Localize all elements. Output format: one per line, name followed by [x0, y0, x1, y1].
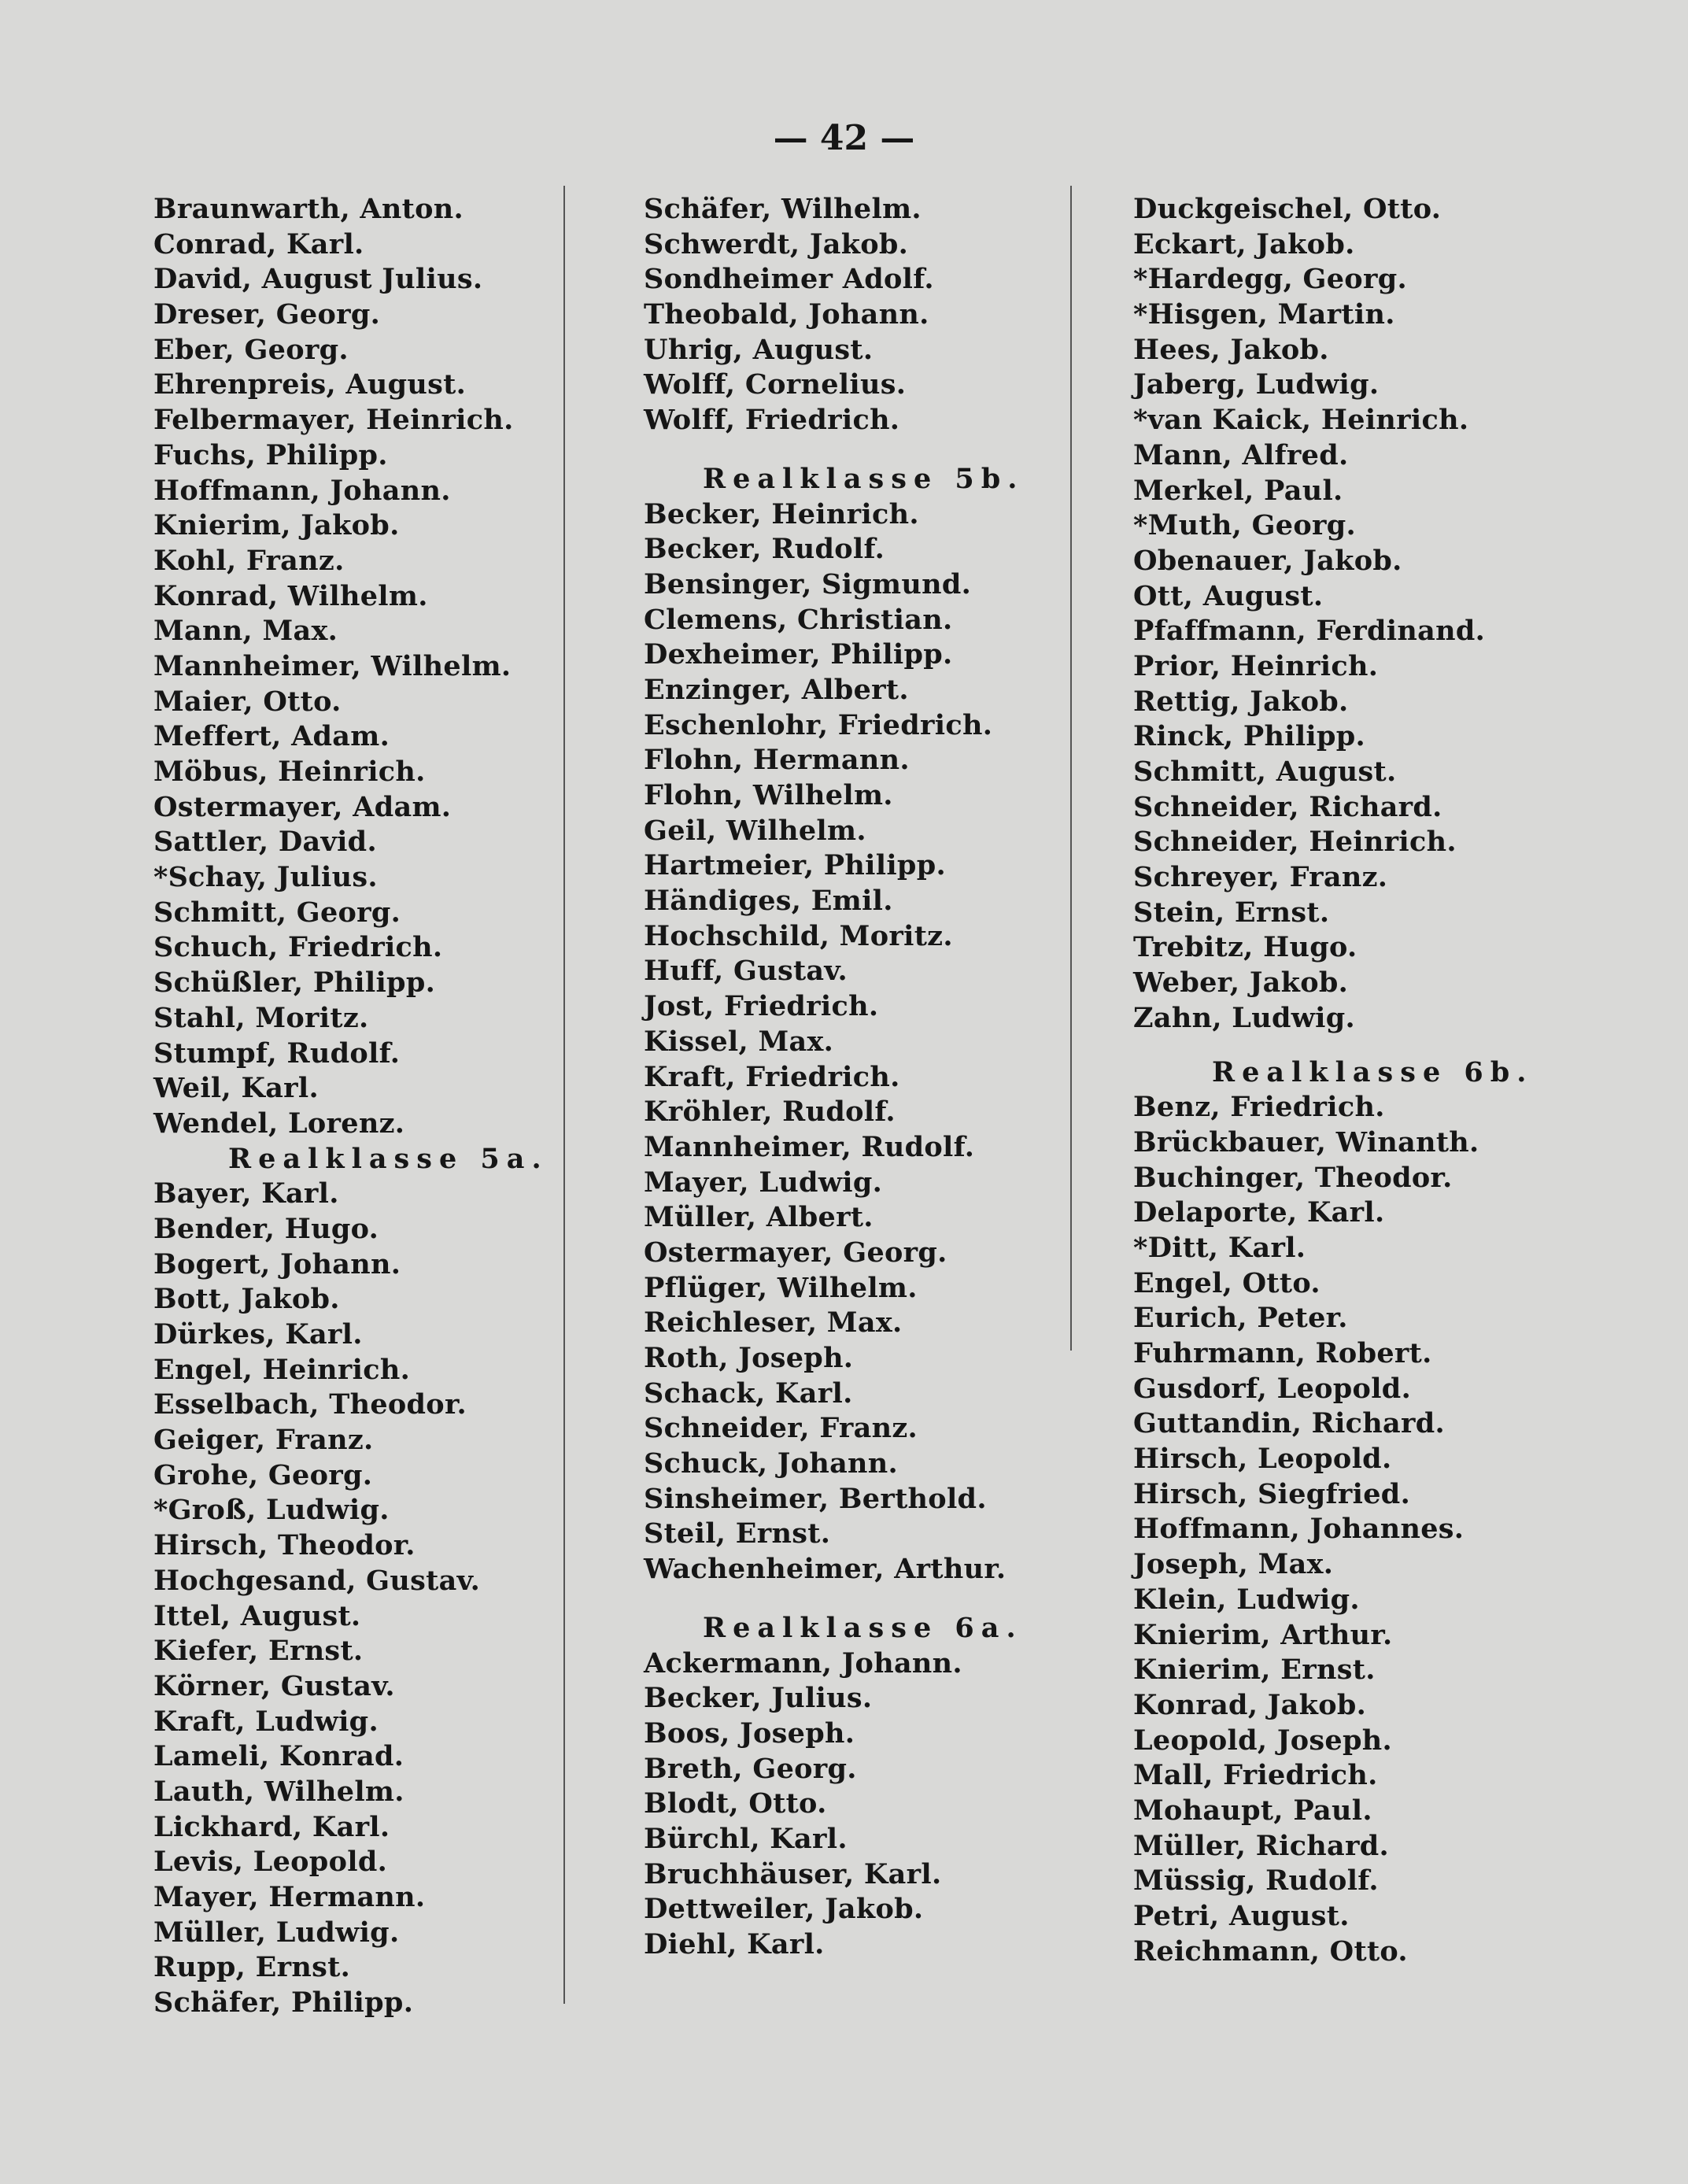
name-entry: Hees, Jakob.: [1133, 333, 1329, 366]
name-entry: *Groß, Ludwig.: [153, 1494, 390, 1527]
name-entry: Ostermayer, Adam.: [153, 790, 452, 823]
name-entry: Benz, Friedrich.: [1133, 1091, 1385, 1124]
name-entry: Enzinger, Albert.: [644, 673, 909, 706]
name-entry: Ehrenpreis, August.: [153, 368, 467, 401]
name-entry: Esselbach, Theodor.: [153, 1388, 467, 1421]
name-entry: Hochschild, Moritz.: [644, 919, 953, 952]
name-entry: Joseph, Max.: [1133, 1548, 1334, 1581]
name-entry: Wachenheimer, Arthur.: [644, 1553, 1007, 1586]
name-entry: Dexheimer, Philipp.: [644, 638, 953, 671]
name-entry: Petri, August.: [1133, 1900, 1350, 1932]
name-entry: Rupp, Ernst.: [153, 1951, 351, 1984]
name-entry: Bruchhäuser, Karl.: [644, 1857, 942, 1890]
name-entry: Schmitt, Georg.: [153, 896, 401, 929]
name-entry: Klein, Ludwig.: [1133, 1583, 1360, 1616]
column-divider: [1070, 186, 1072, 1351]
name-entry: Reichmann, Otto.: [1133, 1935, 1408, 1968]
name-entry: Brückbauer, Winanth.: [1133, 1125, 1479, 1159]
name-entry: Huff, Gustav.: [644, 955, 848, 988]
name-column-2: [644, 183, 1053, 1963]
name-entry: Becker, Heinrich.: [644, 497, 919, 530]
name-entry: Mannheimer, Rudolf.: [644, 1130, 975, 1163]
name-entry: Clemens, Christian.: [644, 603, 953, 636]
name-entry: Roth, Joseph.: [644, 1342, 854, 1374]
spacer: [644, 183, 1053, 192]
name-entry: Wolff, Cornelius.: [644, 368, 907, 401]
name-entry: Bensinger, Sigmund.: [644, 567, 972, 601]
name-entry: Schmitt, August.: [1133, 756, 1397, 788]
name-entry: Knierim, Ernst.: [1133, 1654, 1376, 1687]
name-entry: Ott, August.: [1133, 579, 1324, 612]
name-entry: Bogert, Johann.: [153, 1247, 401, 1280]
name-entry: Dreser, Georg.: [153, 298, 381, 331]
name-entry: Schuck, Johann.: [644, 1447, 899, 1480]
name-entry: Hoffmann, Johannes.: [1133, 1513, 1465, 1546]
name-entry: Weil, Karl.: [153, 1072, 320, 1105]
name-entry: *Hisgen, Martin.: [1133, 298, 1395, 331]
name-entry: Stumpf, Rudolf.: [153, 1037, 401, 1070]
spacer: [644, 1587, 1053, 1611]
name-entry: Eurich, Peter.: [1133, 1302, 1348, 1335]
name-entry: Sinsheimer, Berthold.: [644, 1482, 987, 1515]
name-entry: Felbermayer, Heinrich.: [153, 404, 514, 437]
name-entry: Hoffmann, Johann.: [153, 474, 451, 507]
class-heading: Realklasse 5b.: [703, 462, 1025, 495]
name-entry: Schäfer, Philipp.: [153, 1986, 414, 2020]
name-entry: Schneider, Heinrich.: [1133, 826, 1457, 859]
name-entry: Braunwarth, Anton.: [153, 193, 464, 225]
class-heading: Realklasse 5a.: [228, 1142, 549, 1175]
name-entry: Eschenlohr, Friedrich.: [644, 708, 993, 741]
name-list: [153, 192, 555, 1142]
name-entry: Hochgesand, Gustav.: [153, 1564, 481, 1597]
name-entry: Mann, Alfred.: [1133, 438, 1349, 471]
name-entry: Bott, Jakob.: [153, 1283, 340, 1316]
name-list: [644, 192, 1053, 438]
name-entry: Jaberg, Ludwig.: [1133, 368, 1380, 401]
name-entry: Ostermayer, Georg.: [644, 1236, 947, 1269]
name-entry: Mayer, Ludwig.: [644, 1166, 883, 1199]
name-entry: Rettig, Jakob.: [1133, 685, 1349, 718]
name-list: [153, 1177, 555, 2021]
name-entry: Mall, Friedrich.: [1133, 1759, 1378, 1792]
name-entry: Eber, Georg.: [153, 333, 349, 366]
name-entry: Knierim, Arthur.: [1133, 1618, 1393, 1651]
name-entry: Fuhrmann, Robert.: [1133, 1337, 1432, 1369]
name-entry: Reichleser, Max.: [644, 1306, 903, 1340]
name-entry: Guttandin, Richard.: [1133, 1407, 1445, 1440]
spacer: [153, 183, 555, 192]
name-entry: Müller, Albert.: [644, 1201, 874, 1234]
name-entry: Engel, Heinrich.: [153, 1353, 411, 1386]
name-entry: Konrad, Wilhelm.: [153, 579, 428, 612]
name-entry: Becker, Rudolf.: [644, 533, 885, 566]
name-entry: Zahn, Ludwig.: [1133, 1001, 1356, 1034]
name-entry: Weber, Jakob.: [1133, 966, 1349, 1000]
name-entry: Dettweiler, Jakob.: [644, 1893, 924, 1926]
name-entry: Boos, Joseph.: [644, 1717, 855, 1750]
class-heading: Realklasse 6a.: [703, 1611, 1023, 1644]
name-entry: Hirsch, Theodor.: [153, 1529, 416, 1562]
name-entry: Ittel, August.: [153, 1599, 361, 1632]
name-list: [644, 1646, 1053, 1963]
name-entry: *Hardegg, Georg.: [1133, 263, 1407, 296]
name-entry: Conrad, Karl.: [153, 227, 364, 261]
name-entry: Steil, Ernst.: [644, 1517, 831, 1550]
column-divider: [563, 186, 565, 2004]
page-number: — 42 —: [773, 118, 915, 158]
name-entry: Lickhard, Karl.: [153, 1810, 390, 1843]
name-entry: Flohn, Wilhelm.: [644, 779, 893, 811]
name-entry: Blodt, Otto.: [644, 1787, 827, 1820]
name-entry: Schüßler, Philipp.: [153, 966, 436, 1000]
name-column-3: [1133, 183, 1605, 1969]
name-entry: Prior, Heinrich.: [1133, 649, 1379, 682]
name-entry: Trebitz, Hugo.: [1133, 931, 1357, 964]
name-entry: Breth, Georg.: [644, 1752, 857, 1785]
name-entry: Rinck, Philipp.: [1133, 720, 1366, 753]
name-entry: Diehl, Karl.: [644, 1928, 825, 1960]
name-entry: Müssig, Rudolf.: [1133, 1864, 1379, 1898]
name-entry: Kraft, Friedrich.: [644, 1060, 900, 1093]
name-entry: David, August Julius.: [153, 263, 483, 296]
name-entry: Stein, Ernst.: [1133, 896, 1330, 929]
name-entry: Wendel, Lorenz.: [153, 1107, 405, 1140]
spacer: [644, 438, 1053, 462]
name-entry: Bender, Hugo.: [153, 1212, 379, 1245]
name-entry: Hirsch, Leopold.: [1133, 1443, 1392, 1476]
name-list: [1133, 192, 1605, 1037]
name-entry: Hartmeier, Philipp.: [644, 849, 946, 882]
name-entry: *Ditt, Karl.: [1133, 1231, 1306, 1264]
name-entry: Dürkes, Karl.: [153, 1318, 363, 1351]
name-entry: Ackermann, Johann.: [644, 1646, 962, 1680]
name-entry: Bürchl, Karl.: [644, 1822, 848, 1855]
name-entry: *van Kaick, Heinrich.: [1133, 404, 1469, 437]
name-entry: Obenauer, Jakob.: [1133, 544, 1402, 577]
name-entry: Knierim, Jakob.: [153, 509, 400, 542]
name-entry: Jost, Friedrich.: [644, 990, 879, 1023]
name-entry: Schneider, Franz.: [644, 1412, 918, 1445]
name-entry: Kröhler, Rudolf.: [644, 1096, 896, 1129]
name-entry: Möbus, Heinrich.: [153, 756, 426, 788]
name-entry: Händiges, Emil.: [644, 885, 893, 918]
name-entry: Schäfer, Wilhelm.: [644, 193, 922, 225]
name-column-1: [153, 183, 555, 2021]
name-entry: Schneider, Richard.: [1133, 790, 1442, 823]
name-entry: Pfaffmann, Ferdinand.: [1133, 615, 1486, 648]
name-entry: Lameli, Konrad.: [153, 1740, 404, 1773]
name-entry: Kiefer, Ernst.: [153, 1635, 364, 1668]
name-entry: Hirsch, Siegfried.: [1133, 1477, 1411, 1510]
name-entry: Schack, Karl.: [644, 1377, 853, 1410]
name-entry: Leopold, Joseph.: [1133, 1724, 1392, 1757]
class-heading: Realklasse 6b.: [1212, 1055, 1534, 1088]
name-entry: Theobald, Johann.: [644, 298, 929, 331]
name-entry: Wolff, Friedrich.: [644, 404, 900, 437]
name-entry: Mohaupt, Paul.: [1133, 1794, 1372, 1827]
name-entry: *Schay, Julius.: [153, 861, 378, 894]
name-entry: Geil, Wilhelm.: [644, 814, 866, 847]
name-entry: Stahl, Moritz.: [153, 1001, 369, 1034]
name-entry: Uhrig, August.: [644, 333, 874, 366]
name-list: [1133, 1090, 1605, 1969]
name-entry: Flohn, Hermann.: [644, 744, 910, 777]
name-entry: Mannheimer, Wilhelm.: [153, 649, 512, 682]
name-entry: Pflüger, Wilhelm.: [644, 1271, 918, 1304]
name-entry: Gusdorf, Leopold.: [1133, 1372, 1412, 1405]
name-entry: Mann, Max.: [153, 615, 338, 648]
spacer: [1133, 1037, 1605, 1055]
name-entry: Mayer, Hermann.: [153, 1881, 426, 1913]
spacer: [1133, 183, 1605, 192]
name-entry: Bayer, Karl.: [153, 1177, 339, 1210]
name-entry: Merkel, Paul.: [1133, 474, 1343, 507]
name-entry: Fuchs, Philipp.: [153, 438, 388, 471]
name-entry: Körner, Gustav.: [153, 1669, 395, 1702]
name-entry: Müller, Richard.: [1133, 1829, 1390, 1862]
name-entry: Schwerdt, Jakob.: [644, 227, 909, 261]
name-entry: Kohl, Franz.: [153, 544, 345, 577]
name-entry: Buchinger, Theodor.: [1133, 1161, 1453, 1194]
name-entry: Maier, Otto.: [153, 685, 342, 718]
name-entry: Engel, Otto.: [1133, 1266, 1320, 1299]
name-entry: Duckgeischel, Otto.: [1133, 193, 1442, 225]
name-entry: Becker, Julius.: [644, 1682, 873, 1715]
name-entry: Grohe, Georg.: [153, 1458, 373, 1491]
name-entry: Lauth, Wilhelm.: [153, 1775, 404, 1808]
name-entry: Schreyer, Franz.: [1133, 861, 1388, 894]
name-entry: Müller, Ludwig.: [153, 1916, 400, 1949]
name-entry: Sattler, David.: [153, 826, 377, 859]
name-entry: Konrad, Jakob.: [1133, 1688, 1367, 1721]
name-entry: Sondheimer Adolf.: [644, 263, 934, 296]
name-entry: Meffert, Adam.: [153, 720, 390, 753]
name-entry: Eckart, Jakob.: [1133, 227, 1355, 261]
name-entry: Levis, Leopold.: [153, 1846, 388, 1879]
name-entry: Kissel, Max.: [644, 1025, 834, 1058]
name-entry: Geiger, Franz.: [153, 1424, 374, 1457]
name-entry: Delaporte, Karl.: [1133, 1196, 1385, 1229]
name-entry: Schuch, Friedrich.: [153, 931, 443, 964]
name-entry: *Muth, Georg.: [1133, 509, 1356, 542]
name-list: [644, 497, 1053, 1587]
name-entry: Kraft, Ludwig.: [153, 1705, 379, 1738]
